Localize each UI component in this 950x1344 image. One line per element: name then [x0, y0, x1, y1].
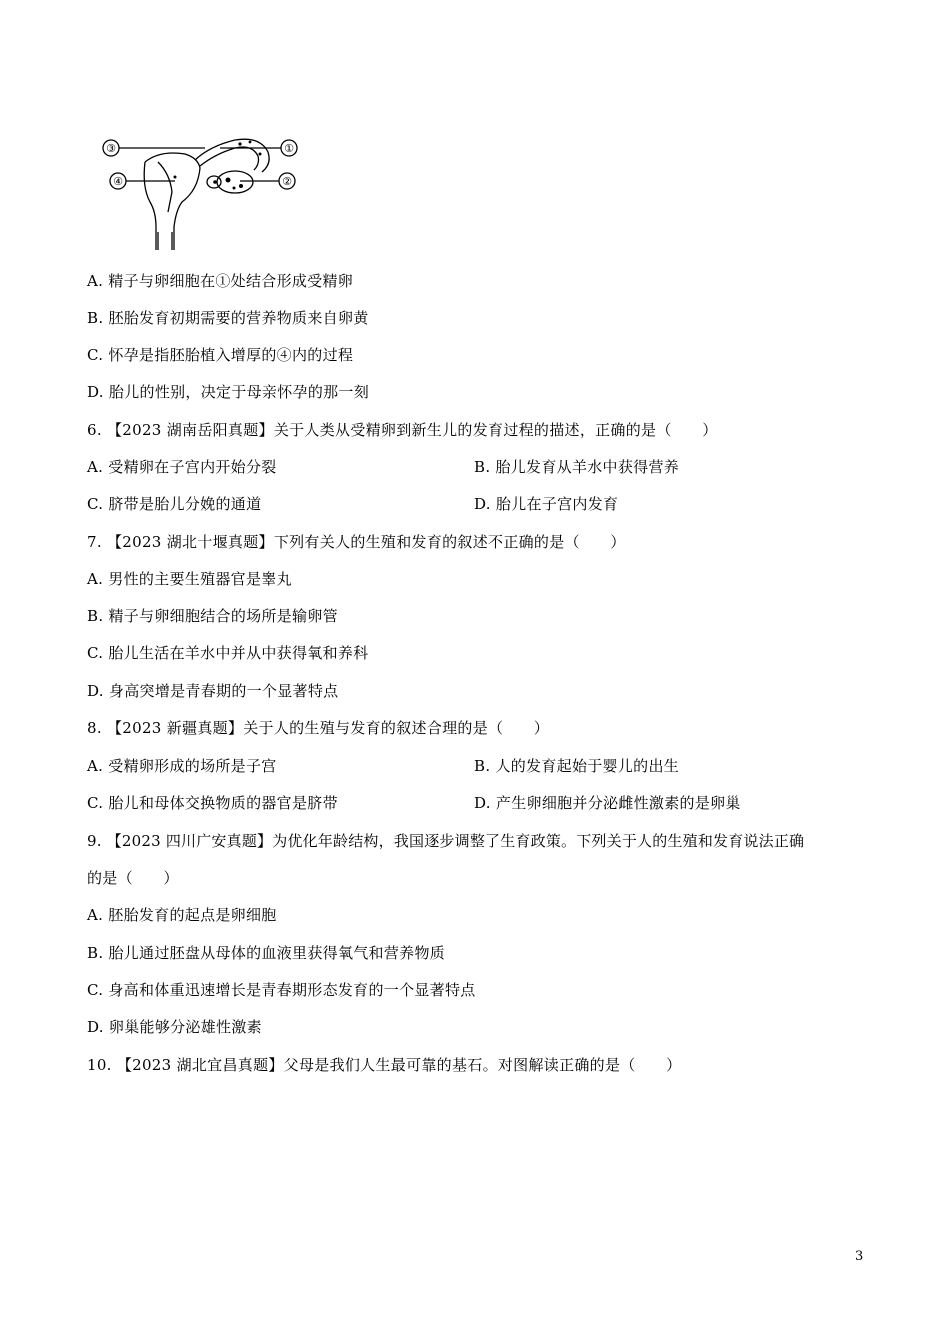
- q8-option-d: D. 产生卵细胞并分泌雌性激素的是卵巢: [474, 794, 741, 812]
- q9-option-d: D. 卵巢能够分泌雄性激素: [87, 1018, 262, 1036]
- q6-option-a: A. 受精卵在子宫内开始分裂: [87, 458, 277, 476]
- q7-option-d: D. 身高突增是青春期的一个显著特点: [87, 682, 339, 700]
- q8-stem: 8. 【2023 新疆真题】关于人的生殖与发育的叙述合理的是（ ）: [87, 719, 550, 737]
- q7-option-c: C. 胎儿生活在羊水中并从中获得氧和养科: [87, 644, 369, 662]
- q8-option-c: C. 胎儿和母体交换物质的器官是脐带: [87, 794, 338, 812]
- q7-option-a: A. 男性的主要生殖器官是睾丸: [87, 570, 292, 588]
- q9-stem-line2: 的是（ ）: [87, 869, 179, 887]
- label-3: ③: [106, 142, 116, 155]
- q6-option-c: C. 脐带是胎儿分娩的通道: [87, 495, 262, 513]
- q7-stem: 7. 【2023 湖北十堰真题】下列有关人的生殖和发育的叙述不正确的是（ ）: [87, 533, 626, 551]
- q7-option-b: B. 精子与卵细胞结合的场所是输卵管: [87, 607, 338, 625]
- q5-option-d: D. 胎儿的性别，决定于母亲怀孕的那一刻: [87, 383, 370, 401]
- q10-stem: 10. 【2023 湖北宜昌真题】父母是我们人生最可靠的基石。对图解读正确的是（ ）: [87, 1056, 682, 1074]
- q9-option-b: B. 胎儿通过胚盘从母体的血液里获得氧气和营养物质: [87, 944, 446, 962]
- q5-option-a: A. 精子与卵细胞在①处结合形成受精卵: [87, 272, 354, 290]
- q5-option-b: B. 胚胎发育初期需要的营养物质来自卵黄: [87, 309, 369, 327]
- reproductive-system-figure: [100, 132, 305, 252]
- q9-option-c: C. 身高和体重迅速增长是青春期形态发育的一个显著特点: [87, 981, 476, 999]
- q8-option-b: B. 人的发育起始于婴儿的出生: [474, 757, 680, 775]
- label-4: ④: [113, 175, 123, 188]
- reproductive-diagram: [100, 132, 305, 252]
- q9-stem-line1: 9. 【2023 四川广安真题】为优化年龄结构，我国逐步调整了生育政策。下列关于人的生殖和发育说法正确: [87, 832, 805, 850]
- q5-option-c: C. 怀孕是指胚胎植入增厚的④内的过程: [87, 346, 354, 364]
- q8-option-a: A. 受精卵形成的场所是子宫: [87, 757, 277, 775]
- q6-option-d: D. 胎儿在子宫内发育: [474, 495, 619, 513]
- q9-option-a: A. 胚胎发育的起点是卵细胞: [87, 906, 277, 924]
- label-2: ②: [282, 175, 292, 188]
- q6-option-b: B. 胎儿发育从羊水中获得营养: [474, 458, 680, 476]
- label-1: ①: [284, 142, 294, 155]
- page-number: 3: [855, 1249, 864, 1264]
- q6-stem: 6. 【2023 湖南岳阳真题】关于人类从受精卵到新生儿的发育过程的描述，正确的是（ ）: [87, 421, 718, 439]
